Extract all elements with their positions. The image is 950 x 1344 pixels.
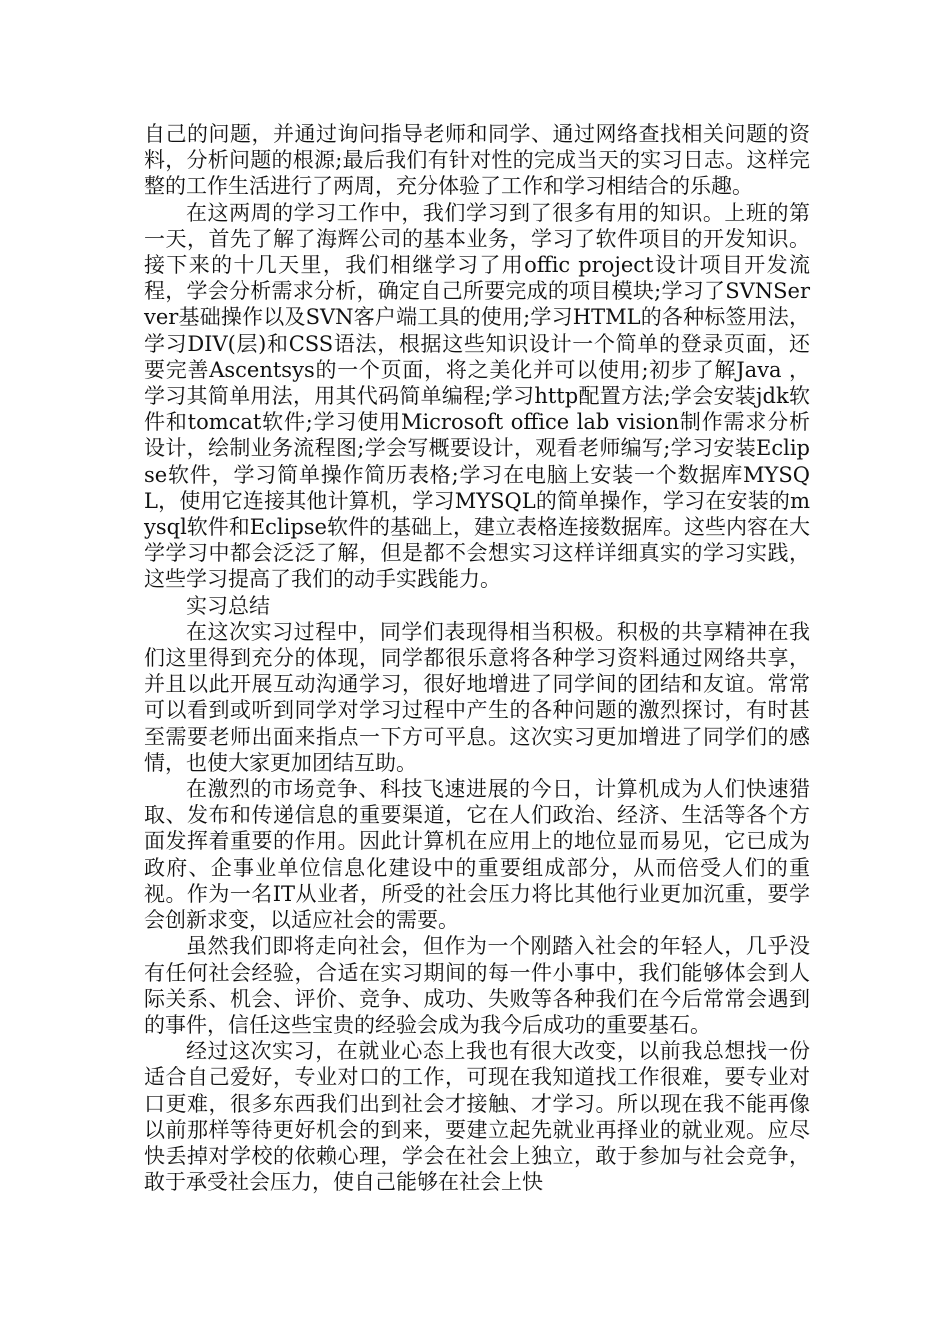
paragraph-summary-4: 经过这次实习，在就业心态上我也有很大改变，以前我总想找一份适合自己爱好，专业对口的工作，可现在我知道找工作很难，要专业对口更难，很多东西我们出到社会才接触、才学习。所以现在我不能再像以前那样等待更好机会的到来，要建立起先就业再择业的就业观。应尽快丢掉对学校的依赖心理，学会在社会上独立，敢于参加与社会竞争，敢于承受社会压力，使自己能够在社会上快 [144, 1039, 810, 1195]
paragraph-continued: 自己的问题，并通过询问指导老师和同学、通过网络查找相关问题的资料，分析问题的根源;最后我们有针对性的完成当天的实习日志。这样完整的工作生活进行了两周，充分体验了工作和学习相结合的乐趣。 [144, 122, 810, 199]
section-heading: 实习总结 [186, 593, 270, 618]
paragraph-summary-2: 在激烈的市场竞争、科技飞速进展的今日，计算机成为人们快速猎取、发布和传递信息的重要渠道，它在人们政治、经济、生活等各个方面发挥着重要的作用。因此计算机在应用上的地位显而易见，它已成为政府、企事业单位信息化建设中的重要组成部分，从而倍受人们的重视。作为一名IT从业者，所受的社会压力将比其他行业更加沉重，要学会创新求变，以适应社会的需要。 [144, 777, 810, 933]
document-body [144, 121, 810, 1195]
paragraph-summary-3: 虽然我们即将走向社会，但作为一个刚踏入社会的年轻人，几乎没有任何社会经验，合适在实习期间的每一件小事中，我们能够体会到人际关系、机会、评价、竞争、成功、失败等各种我们在今后常常会遇到的事件，信任这些宝贵的经验会成为我今后成功的重要基石。 [144, 934, 810, 1037]
paragraph-summary-1: 在这次实习过程中，同学们表现得相当积极。积极的共享精神在我们这里得到充分的体现，同学都很乐意将各种学习资料通过网络共享，并且以此开展互动沟通学习，很好地增进了同学间的团结和友谊。常常可以看到或听到同学对学习过程中产生的各种问题的激烈探讨，有时甚至需要老师出面来指点一下方可平息。这次实习更加增进了同学们的感情，也使大家更加团结互助。 [144, 619, 810, 775]
paragraph-learning: 在这两周的学习工作中，我们学习到了很多有用的知识。上班的第一天，首先了解了海辉公司的基本业务，学习了软件项目的开发知识。接下来的十几天里，我们相继学习了用offic project设计项目开发流程，学会分析需求分析，确定自己所要完成的项目模块;学习了SVNServer基础操作以及SVN客户端工具的使用;学习HTML的各种标签用法，学习DIV(层)和CSS语法，根据这些知识设计一个简单的登录页面，还要完善Ascentsys的一个页面，将之美化并可以使用;初步了解Java ，学习其简单用法，用其代码简单编程;学习http配置方法;学会安装jdk软件和tomcat软件;学习使用Microsoft office lab vision制作需求分析设计，绘制业务流程图;学会写概要设计，观看老师编写;学习安装Eclipse软件，学习简单操作简历表格;学习在电脑上安装一个数据库MYSQL，使用它连接其他计算机，学习MYSQL的简单操作，学习在安装的mysql软件和Eclipse软件的基础上，建立表格连接数据库。这些内容在大学学习中都会泛泛了解，但是都不会想实习这样详细真实的学习实践，这些学习提高了我们的动手实践能力。 [144, 200, 810, 592]
